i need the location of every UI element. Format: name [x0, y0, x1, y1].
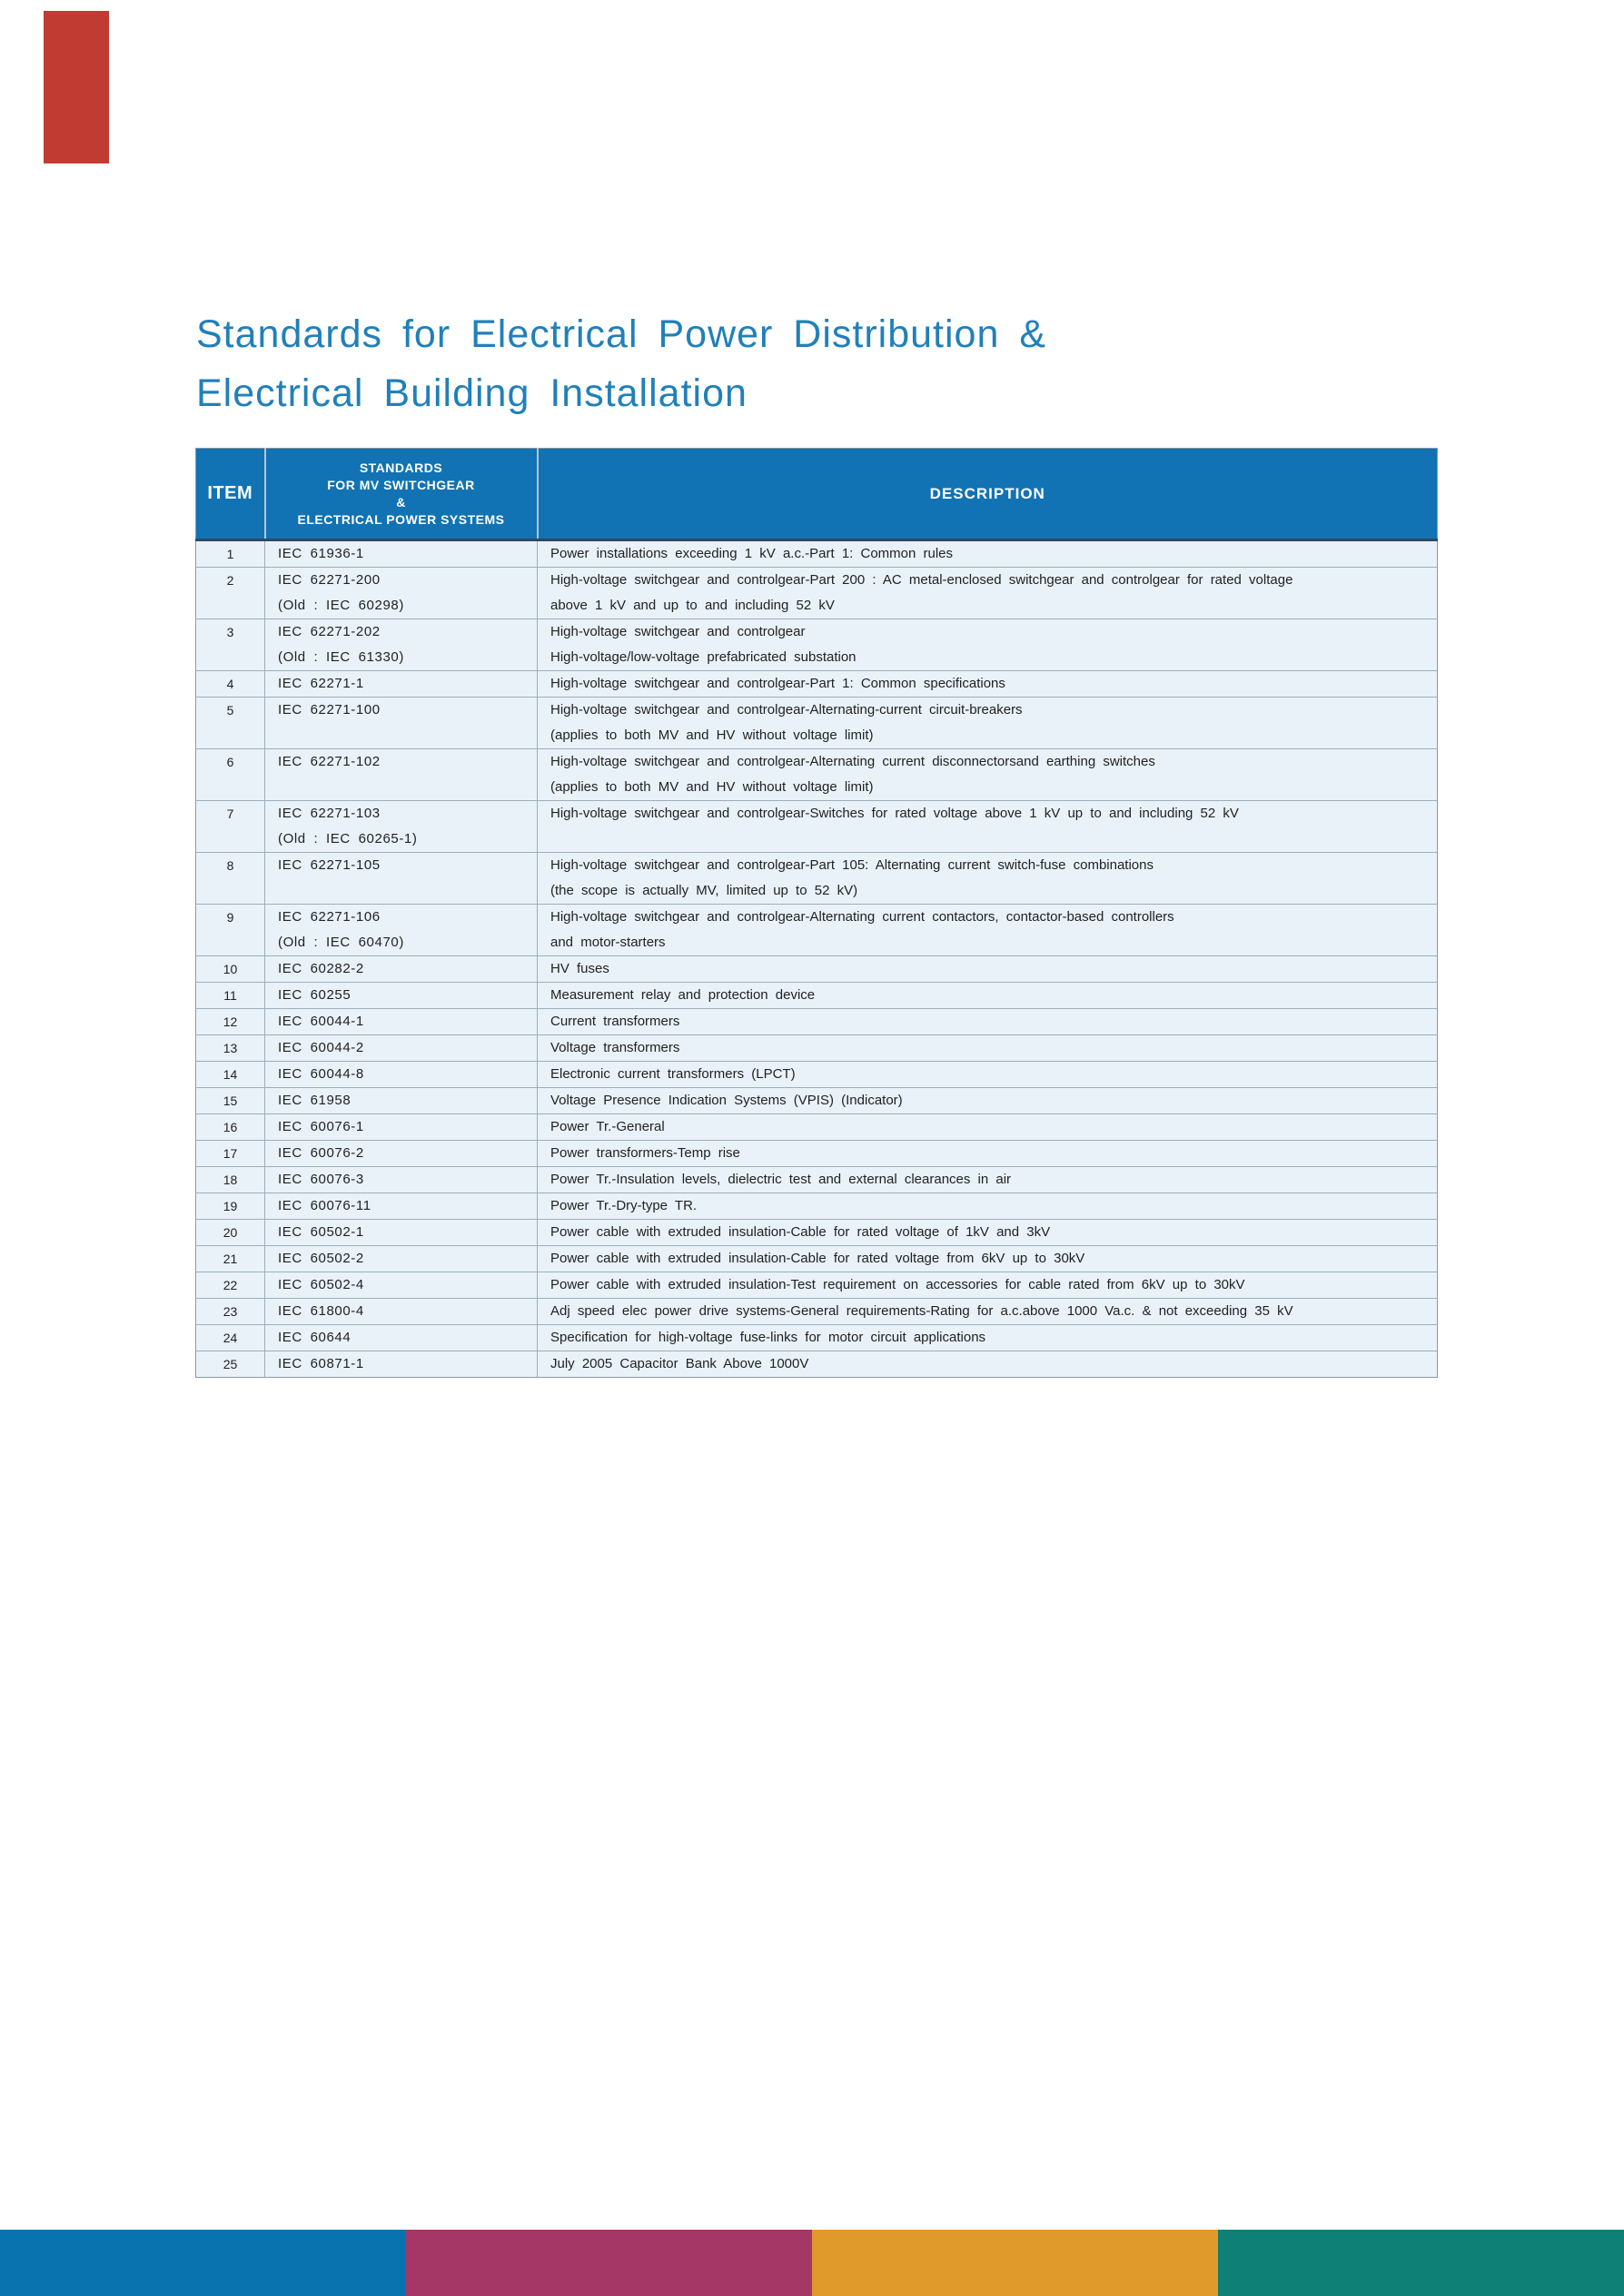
item-number-line: 7	[226, 807, 234, 821]
item-number-line: 6	[226, 755, 234, 769]
description-line: High-voltage/low-voltage prefabricated substation	[550, 649, 857, 665]
item-number-line: 18	[223, 1173, 238, 1187]
description-line: High-voltage switchgear and controlgear-Part 200 : AC metal-enclosed switchgear and controlgear for rated voltage	[550, 572, 1293, 588]
item-number-line	[196, 878, 264, 904]
standard-cell	[265, 1299, 538, 1325]
standards-table	[195, 448, 1438, 1378]
standard-cell	[265, 1062, 538, 1088]
item-number-line	[196, 645, 264, 670]
item-cell	[196, 1220, 265, 1246]
item-number-line	[196, 930, 264, 955]
description-cell	[538, 1351, 1438, 1378]
standard-code-line: IEC 62271-106	[278, 909, 381, 925]
standard-cell	[265, 801, 538, 853]
item-cell	[196, 1193, 265, 1220]
description-cell	[538, 1193, 1438, 1220]
standard-cell	[265, 1114, 538, 1141]
table-row	[196, 1141, 1438, 1167]
item-cell	[196, 540, 265, 568]
description-cell	[538, 1272, 1438, 1299]
table-row	[196, 1220, 1438, 1246]
standard-code-line: (Old : IEC 60265-1)	[278, 831, 418, 846]
item-number-line	[196, 826, 264, 852]
item-cell	[196, 983, 265, 1009]
table-row	[196, 749, 1438, 801]
description-line: above 1 kV and up to and including 52 kV	[550, 598, 835, 613]
item-number-line: 19	[223, 1199, 238, 1213]
description-cell	[538, 956, 1438, 983]
item-number-line: 16	[223, 1120, 238, 1134]
description-line: Current transformers	[550, 1014, 680, 1029]
standard-code-line: IEC 62271-202	[278, 624, 381, 639]
item-cell	[196, 671, 265, 698]
item-number-line	[196, 775, 264, 800]
description-line: Power cable with extruded insulation-Cable for rated voltage from 6kV up to 30kV	[550, 1251, 1085, 1266]
item-number-line: 10	[223, 962, 238, 976]
standard-code-line	[265, 878, 537, 904]
item-number-line: 22	[223, 1278, 238, 1292]
footer-bar-teal	[1218, 2230, 1624, 2296]
description-line: Power cable with extruded insulation-Test requirement on accessories for cable rated from 6kV up to 30kV	[550, 1277, 1245, 1292]
footer-bar-magenta	[406, 2230, 812, 2296]
col-header-standards	[265, 449, 538, 540]
page-title-line-2: Electrical Building Installation	[196, 371, 748, 415]
standard-code-line: IEC 60076-3	[278, 1172, 364, 1187]
standard-code-line: IEC 60076-11	[278, 1198, 371, 1213]
standard-cell	[265, 1351, 538, 1378]
table-row	[196, 1167, 1438, 1193]
description-cell	[538, 1062, 1438, 1088]
table-row	[196, 905, 1438, 956]
standard-code-line: IEC 61936-1	[278, 546, 364, 561]
item-number-line: 23	[223, 1304, 238, 1319]
item-cell	[196, 749, 265, 801]
standard-cell	[265, 1272, 538, 1299]
standard-code-line: IEC 60076-1	[278, 1119, 364, 1134]
description-cell	[538, 619, 1438, 671]
item-number-line: 4	[226, 677, 234, 691]
col-header-standards-line-2: FOR MV SWITCHGEAR	[327, 477, 475, 492]
item-number-line	[196, 723, 264, 748]
item-number-line: 12	[223, 1014, 238, 1029]
description-line: Power cable with extruded insulation-Cable for rated voltage of 1kV and 3kV	[550, 1224, 1051, 1240]
item-cell	[196, 905, 265, 956]
standard-cell	[265, 540, 538, 568]
description-line: HV fuses	[550, 961, 609, 976]
table-row	[196, 568, 1438, 619]
table-row	[196, 619, 1438, 671]
description-line: and motor-starters	[550, 935, 666, 950]
description-line: Power Tr.-Dry-type TR.	[550, 1198, 698, 1213]
item-number-line: 1	[226, 547, 234, 561]
col-header-item	[196, 449, 265, 540]
footer-bar-blue	[0, 2230, 406, 2296]
description-line: High-voltage switchgear and controlgear-Alternating current disconnectorsand earthing switches	[550, 754, 1155, 769]
footer-color-bars	[0, 2230, 1624, 2296]
table-row	[196, 1272, 1438, 1299]
standard-code-line: IEC 60871-1	[278, 1356, 364, 1371]
item-cell	[196, 1351, 265, 1378]
table-row	[196, 1246, 1438, 1272]
standard-code-line: IEC 62271-100	[278, 702, 381, 718]
description-cell	[538, 1167, 1438, 1193]
item-cell	[196, 1114, 265, 1141]
standard-code-line	[265, 723, 537, 748]
description-cell	[538, 983, 1438, 1009]
description-line: (applies to both MV and HV without voltage limit)	[550, 727, 874, 743]
standard-cell	[265, 619, 538, 671]
item-number-line: 5	[226, 703, 234, 718]
description-line	[538, 826, 1437, 852]
description-cell	[538, 801, 1438, 853]
standard-cell	[265, 853, 538, 905]
item-number-line: 14	[223, 1067, 238, 1082]
description-line: Adj speed elec power drive systems-General requirements-Rating for a.c.above 1000 Va.c. & not exceeding 35 kV	[550, 1303, 1293, 1319]
table-row	[196, 801, 1438, 853]
item-number-line: 20	[223, 1225, 238, 1240]
item-cell	[196, 1035, 265, 1062]
description-line: High-voltage switchgear and controlgear-Switches for rated voltage above 1 kV up to and including 52 kV	[550, 806, 1239, 821]
description-line: Specification for high-voltage fuse-links for motor circuit applications	[550, 1330, 986, 1345]
table-row	[196, 1193, 1438, 1220]
table-row	[196, 1009, 1438, 1035]
red-corner-accent-bar	[44, 11, 109, 163]
description-line: High-voltage switchgear and controlgear-Part 105: Alternating current switch-fuse combinations	[550, 857, 1154, 873]
item-cell	[196, 1299, 265, 1325]
description-line: High-voltage switchgear and controlgear	[550, 624, 806, 639]
standard-code-line: IEC 60044-8	[278, 1066, 364, 1082]
description-cell	[538, 749, 1438, 801]
description-cell	[538, 853, 1438, 905]
item-number-line: 3	[226, 625, 234, 639]
col-header-standards-line-4: ELECTRICAL POWER SYSTEMS	[297, 511, 505, 527]
description-line: July 2005 Capacitor Bank Above 1000V	[550, 1356, 809, 1371]
standard-code-line: IEC 60076-2	[278, 1145, 364, 1161]
standard-code-line: IEC 62271-105	[278, 857, 381, 873]
item-cell	[196, 801, 265, 853]
description-cell	[538, 1325, 1438, 1351]
description-cell	[538, 1141, 1438, 1167]
standard-code-line: IEC 60644	[278, 1330, 352, 1345]
item-cell	[196, 853, 265, 905]
table-row	[196, 1114, 1438, 1141]
standard-code-line: IEC 60282-2	[278, 961, 364, 976]
standard-code-line: IEC 62271-103	[278, 806, 381, 821]
col-header-standards-line-3: &	[396, 494, 406, 510]
item-cell	[196, 1246, 265, 1272]
table-row	[196, 1351, 1438, 1378]
standard-code-line: IEC 61800-4	[278, 1303, 364, 1319]
item-number-line: 13	[223, 1041, 238, 1055]
standard-cell	[265, 1035, 538, 1062]
col-header-description	[538, 449, 1438, 540]
standard-code-line: (Old : IEC 60298)	[278, 598, 404, 613]
description-cell	[538, 1088, 1438, 1114]
table-row	[196, 671, 1438, 698]
page-title-line-1: Standards for Electrical Power Distribution &	[196, 312, 1047, 356]
item-number-line	[196, 593, 264, 619]
item-number-line: 2	[226, 573, 234, 588]
item-cell	[196, 1325, 265, 1351]
standard-cell	[265, 1088, 538, 1114]
standard-code-line: IEC 62271-1	[278, 676, 364, 691]
item-cell	[196, 1062, 265, 1088]
standard-cell	[265, 983, 538, 1009]
description-line: (applies to both MV and HV without voltage limit)	[550, 779, 874, 795]
description-cell	[538, 905, 1438, 956]
standard-code-line: IEC 60044-2	[278, 1040, 364, 1055]
standard-code-line: (Old : IEC 61330)	[278, 649, 404, 665]
standard-cell	[265, 1325, 538, 1351]
standard-cell	[265, 568, 538, 619]
description-cell	[538, 540, 1438, 568]
item-number-line: 21	[223, 1252, 238, 1266]
description-line: Power transformers-Temp rise	[550, 1145, 740, 1161]
item-cell	[196, 956, 265, 983]
page-title	[196, 305, 1046, 423]
description-cell	[538, 1246, 1438, 1272]
standard-code-line: IEC 61958	[278, 1093, 352, 1108]
standard-code-line: IEC 60502-4	[278, 1277, 364, 1292]
table-row	[196, 853, 1438, 905]
description-line: Electronic current transformers (LPCT)	[550, 1066, 796, 1082]
standard-code-line	[265, 775, 537, 800]
description-line: (the scope is actually MV, limited up to 52 kV)	[550, 883, 858, 898]
col-header-description-label: DESCRIPTION	[929, 484, 1045, 502]
table-row	[196, 540, 1438, 568]
description-cell	[538, 1114, 1438, 1141]
standard-code-line: IEC 62271-200	[278, 572, 381, 588]
standard-code-line: IEC 60502-1	[278, 1224, 364, 1240]
item-cell	[196, 1088, 265, 1114]
description-line: High-voltage switchgear and controlgear-Part 1: Common specifications	[550, 676, 1005, 691]
item-number-line: 11	[223, 988, 237, 1003]
item-number-line: 25	[223, 1357, 238, 1371]
standard-cell	[265, 749, 538, 801]
item-number-line: 15	[223, 1094, 238, 1108]
table-row	[196, 956, 1438, 983]
description-line: Voltage transformers	[550, 1040, 680, 1055]
footer-bar-orange	[812, 2230, 1218, 2296]
description-line: Power Tr.-Insulation levels, dielectric test and external clearances in air	[550, 1172, 1012, 1187]
standard-cell	[265, 671, 538, 698]
item-number-line: 17	[223, 1146, 238, 1161]
description-cell	[538, 671, 1438, 698]
table-row	[196, 1299, 1438, 1325]
item-cell	[196, 1009, 265, 1035]
standard-cell	[265, 905, 538, 956]
description-line: High-voltage switchgear and controlgear-Alternating current contactors, contactor-based controllers	[550, 909, 1174, 925]
standard-cell	[265, 698, 538, 749]
table-body	[196, 540, 1438, 1378]
table-row	[196, 1088, 1438, 1114]
description-cell	[538, 1299, 1438, 1325]
standard-code-line: IEC 60044-1	[278, 1014, 364, 1029]
description-cell	[538, 1009, 1438, 1035]
standard-cell	[265, 956, 538, 983]
description-line: Voltage Presence Indication Systems (VPIS) (Indicator)	[550, 1093, 903, 1108]
table-header-row	[196, 449, 1438, 540]
table-row	[196, 1325, 1438, 1351]
description-line: Power Tr.-General	[550, 1119, 665, 1134]
item-cell	[196, 1167, 265, 1193]
table-row	[196, 983, 1438, 1009]
standard-code-line: IEC 60502-2	[278, 1251, 364, 1266]
standard-cell	[265, 1009, 538, 1035]
standard-cell	[265, 1141, 538, 1167]
item-number-line: 8	[226, 858, 234, 873]
standard-cell	[265, 1246, 538, 1272]
table-row	[196, 1062, 1438, 1088]
standard-code-line: IEC 60255	[278, 987, 352, 1003]
description-cell	[538, 1220, 1438, 1246]
standard-cell	[265, 1167, 538, 1193]
col-header-standards-line-1: STANDARDS	[359, 460, 443, 475]
description-line: Measurement relay and protection device	[550, 987, 816, 1003]
item-cell	[196, 1272, 265, 1299]
standard-code-line: (Old : IEC 60470)	[278, 935, 404, 950]
standard-code-line: IEC 62271-102	[278, 754, 381, 769]
description-line: Power installations exceeding 1 kV a.c.-Part 1: Common rules	[550, 546, 954, 561]
standard-cell	[265, 1220, 538, 1246]
description-cell	[538, 698, 1438, 749]
item-cell	[196, 1141, 265, 1167]
table-row	[196, 1035, 1438, 1062]
description-cell	[538, 568, 1438, 619]
description-cell	[538, 1035, 1438, 1062]
col-header-item-label: ITEM	[207, 483, 253, 503]
item-cell	[196, 568, 265, 619]
item-number-line: 9	[226, 910, 234, 925]
table-row	[196, 698, 1438, 749]
item-cell	[196, 619, 265, 671]
description-line: High-voltage switchgear and controlgear-Alternating-current circuit-breakers	[550, 702, 1023, 718]
item-cell	[196, 698, 265, 749]
item-number-line: 24	[223, 1331, 238, 1345]
standard-cell	[265, 1193, 538, 1220]
